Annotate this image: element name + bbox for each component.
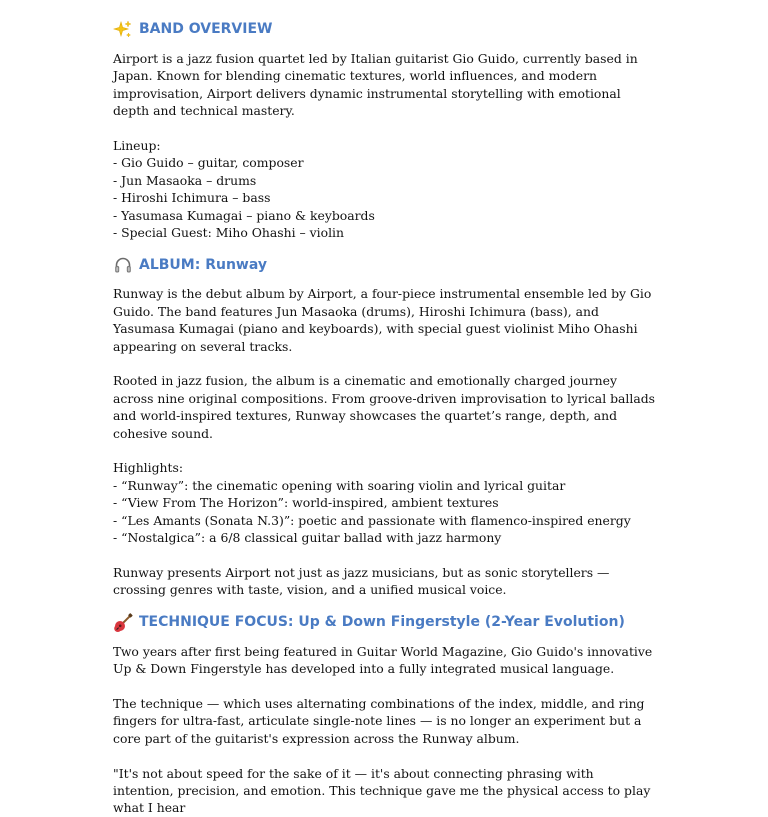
lineup-item: - Jun Masaoka – drums: [113, 172, 257, 188]
headphones-icon: [113, 255, 133, 275]
album-paragraph: Runway presents Airport not just as jazz musicians, but as sonic storytellers — crossing genres with taste, vision, and a unified musical voice.: [113, 564, 610, 598]
sparkles-icon: [113, 20, 133, 40]
album-paragraph: Runway is the debut album by Airport, a four-piece instrumental ensemble led by Gio Guido. The band features Jun Masaoka (drums), Hiroshi Ichimura (bass), and Yasumasa Kumagai (piano and keyboards), with special guest violinist Miho Ohashi appearing on several tracks.: [113, 286, 652, 354]
album-section: [113, 251, 658, 598]
technique-quote: "It's not about speed for the sake of it — it's about connecting phrasing with intention, precision, and emotion. This technique gave me the physical access to play what I hear: [113, 765, 651, 816]
lineup-item: - Yasumasa Kumagai – piano & keyboards: [113, 207, 375, 223]
highlights-list: [113, 477, 658, 547]
band-overview-section: [113, 16, 658, 241]
lineup-item: - Special Guest: Miho Ohashi – violin: [113, 225, 344, 241]
highlights-label: Highlights:: [113, 460, 184, 476]
album-heading: [113, 251, 658, 279]
guitar-icon: [113, 613, 133, 633]
highlight-item: - “Runway”: the cinematic opening with soaring violin and lyrical guitar: [113, 477, 566, 493]
lineup-label: Lineup:: [113, 138, 161, 154]
lineup-item: - Hiroshi Ichimura – bass: [113, 190, 271, 206]
document-page: [113, 16, 658, 817]
technique-paragraph: Two years after first being featured in Guitar World Magazine, Gio Guido's innovative Up & Down Fingerstyle has developed into a fully integrated musical language.: [113, 643, 653, 677]
album-title: ALBUM: Runway: [139, 256, 267, 273]
technique-title: TECHNIQUE FOCUS: Up & Down Fingerstyle (2-Year Evolution): [139, 614, 625, 631]
lineup-item: - Gio Guido – guitar, composer: [113, 155, 304, 171]
technique-heading: [113, 609, 658, 637]
technique-section: [113, 609, 658, 817]
technique-paragraph: The technique — which uses alternating combinations of the index, middle, and ring fingers for ultra-fast, articulate single-note lines — is no longer an experiment but a core part of the guitarist's expression across the Runway album.: [113, 695, 645, 746]
lineup-list: [113, 154, 658, 241]
band-overview-heading: [113, 16, 658, 44]
highlight-item: - “Nostalgica”: a 6/8 classical guitar ballad with jazz harmony: [113, 530, 502, 546]
band-overview-title: BAND OVERVIEW: [139, 21, 273, 38]
highlight-item: - “Les Amants (Sonata N.3)”: poetic and passionate with flamenco-inspired energy: [113, 512, 631, 528]
band-overview-intro: Airport is a jazz fusion quartet led by Italian guitarist Gio Guido, currently based in Japan. Known for blending cinematic textures, world influences, and modern improvisation, Airport delivers dynamic instrumental storytelling with emotional depth and technical mastery.: [113, 51, 638, 119]
album-paragraph: Rooted in jazz fusion, the album is a cinematic and emotionally charged journey across nine original compositions. From groove-driven improvisation to lyrical ballads and world-inspired textures, Runway showcases the quartet’s range, depth, and cohesive sound.: [113, 373, 656, 441]
highlight-item: - “View From The Horizon”: world-inspired, ambient textures: [113, 495, 499, 511]
